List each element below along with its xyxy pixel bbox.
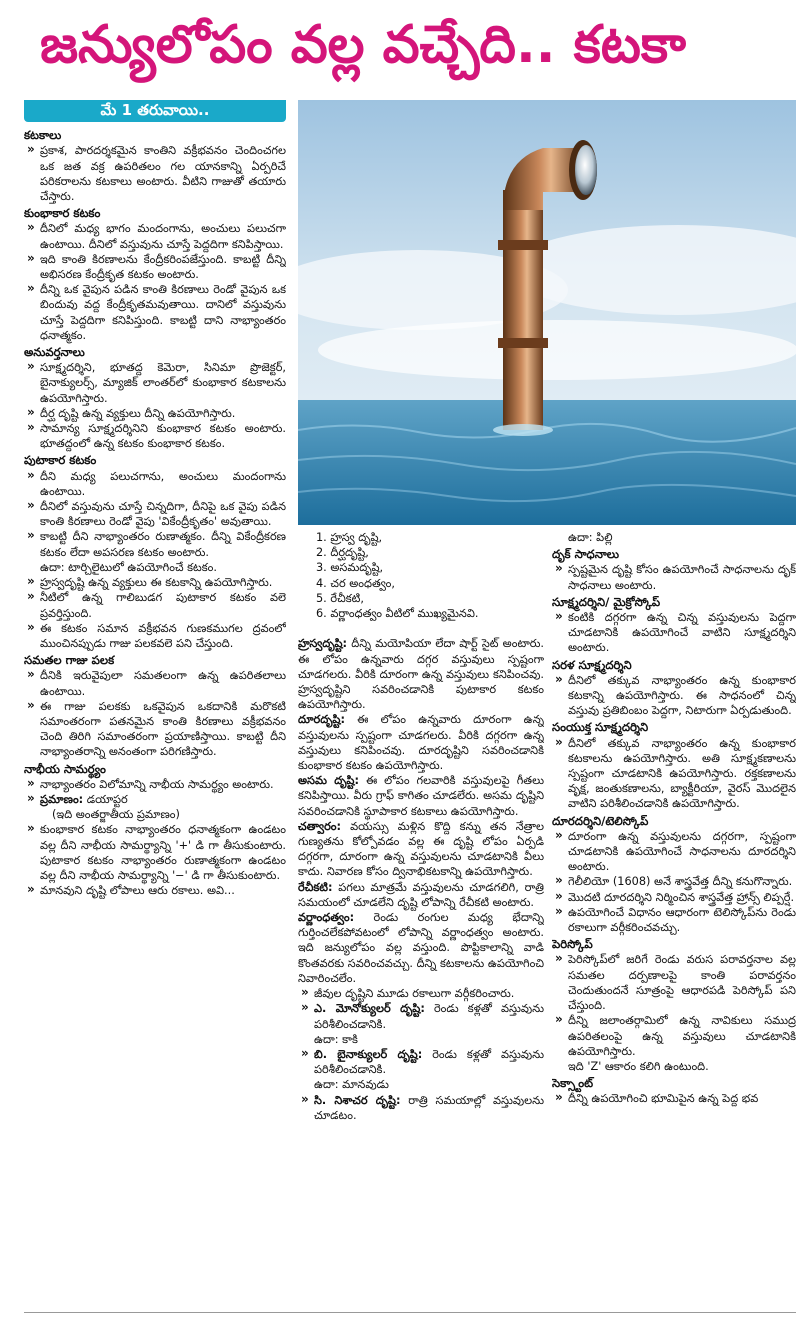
text: నీటిలో ఉన్న గాలిబుడగ పుటాకార కటకం వలె ప్రవర్తిస్తుంది. — [40, 591, 286, 620]
column-2 — [298, 530, 544, 1312]
term-label: బి. బైనాక్యులర్ దృష్టి: — [314, 1047, 423, 1061]
text: నాభీయ సామర్థ్యం — [24, 761, 106, 776]
section-heading — [24, 345, 286, 360]
text: సూక్ష్మదర్శిని, భూతద్ద కెమెరా, సినిమా ప్రొజెక్టర్, బైనాక్యులర్స్, మ్యాజిక్ లాంతర్‌లో కుంభాకార కటకాలను ఉపయోగిస్తారు. — [40, 361, 286, 405]
text: దీని మధ్య పలుచగాను, అంచులు మందంగాను ఉంటాయి. — [40, 469, 286, 498]
text: దీనికి ఇరువైపులా సమతలంగా ఉన్న ఉపరితలాలు ఉంటాయి. — [40, 669, 286, 698]
list-row — [298, 606, 544, 636]
list-item: 4. చర అంధత్వం, — [316, 576, 395, 590]
footer-rule — [24, 1312, 796, 1313]
definition-paragraph — [298, 636, 544, 712]
term-label: అసమ దృష్టి: — [298, 774, 359, 788]
section-heading — [552, 937, 796, 952]
section-heading — [552, 1076, 796, 1091]
section-heading — [552, 595, 796, 610]
periscope-photo — [298, 100, 796, 525]
bullet-item — [552, 562, 796, 592]
text: పగలు మాత్రమే వస్తువులను చూడగలిగి, రాత్రి సమయంలో చూడలేని దృష్టి లోపాన్ని రేచీకటి అంటారు. — [298, 880, 544, 909]
term-label: ఉదా: — [314, 1032, 339, 1046]
text: దీన్ని ఉపయోగించి భూమిపైన ఉన్న పెద్ద భవ — [568, 1092, 759, 1106]
text: నాభ్యాంతరం విలోమాన్ని నాభీయ సామర్థ్యం అంటారు. — [40, 777, 274, 791]
text: రెండు కళ్లతో వస్తువును పరిశీలించడానికి. — [314, 1002, 544, 1031]
bullet-item — [552, 890, 796, 905]
text: సెక్స్టాంట్ — [552, 1076, 594, 1091]
list-row — [298, 591, 544, 606]
bullet-item — [298, 1001, 544, 1031]
column-1-body — [24, 128, 286, 898]
list-item: 5. రేచీకటి, — [316, 591, 364, 605]
section-heading — [24, 653, 286, 668]
indented-line — [24, 807, 286, 822]
text: దీర్ఘ దృష్టి ఉన్న వ్యక్తులు దీన్ని ఉపయోగిస్తారు. — [40, 406, 236, 420]
bullet-item — [298, 986, 544, 1001]
text: దీన్ని మయోపియా లేదా షార్ట్ సైట్ అంటారు. ఈ లోపం ఉన్నవారు దగ్గర వస్తువులు స్పష్టంగా చూడగలరు. వీరికి దూరంగా ఉన్న వస్తువులు కనిపించవు. హ్రస్వదృష్టిని సవరించడానికి పుటాకార కటకం ఉపయోగిస్తారు. — [298, 637, 544, 712]
bullet-item — [24, 575, 286, 590]
list-item: 1. హ్రస్వ దృష్టి, — [316, 531, 383, 544]
text: జీవుల దృష్టిని మూడు రకాలుగా వర్గీకరించారు. — [314, 987, 515, 1001]
term-label: హ్రస్వదృష్టి: — [298, 637, 348, 651]
term-label: చత్వారం: — [298, 819, 342, 833]
text: దృక్ సాధనాలు — [552, 547, 620, 562]
indented-line — [24, 560, 286, 575]
text: కటకాలు — [24, 128, 62, 143]
list-item: 3. అసమదృష్టి, — [316, 561, 384, 575]
bullet-item — [24, 469, 286, 499]
text: దీన్ని ఒక వైపున పడిన కాంతి కిరణాలు రెండో వైపున ఒక బిందువు వద్ద కేంద్రీకృతమవుతాయి. దానిలో వస్తువును చూస్తే పెద్దదిగా కనిపిస్తుంది. కాబట్టి దాని నాభ్యాంతరం ధనాత్మకం. — [40, 283, 286, 342]
term-label: దూరదృష్టి: — [298, 713, 345, 727]
bullet-item — [24, 621, 286, 651]
text: ఉపయోగించే విధానం ఆధారంగా టెలిస్కోప్‌ను రెండు రకాలుగా వర్గీకరించవచ్చు. — [568, 905, 796, 935]
text: టార్చిలైటులో ఉపయోగించే కటకం. — [64, 560, 217, 574]
section-heading — [24, 128, 286, 143]
definition-paragraph — [298, 910, 544, 986]
indented-line — [298, 1032, 544, 1047]
text: అనువర్తనాలు — [24, 345, 85, 360]
text: కుంభాకార కటకం — [24, 206, 101, 221]
text: కాబట్టి దీని నాభ్యాంతరం రుణాత్మకం. దీన్ని వికేంద్రీకరణ కటకం లేదా అపసరణ కటకం అంటారు. — [40, 530, 286, 559]
continuation-banner: మే 1 తరువాయి.. — [24, 100, 286, 122]
text: పెరిస్కోప్ — [552, 937, 593, 952]
list-row — [298, 560, 544, 590]
text: పెరిస్కోప్‌లో జరిగే రెండు వరుస పరావర్తనాల వల్ల సమతల దర్పణాలపై కాంతి పరావర్తనం చెందుతుందనే సూత్రంపై ఆధారపడి పెరిస్కోప్ పని చేస్తుంది. — [568, 953, 796, 1013]
term-label: ఎ. మోనోక్యులర్ దృష్టి: — [314, 1002, 425, 1016]
term-label: రేచీకటి: — [298, 880, 333, 894]
text: ప్రకాశ, పారదర్శకమైన కాంతిని వక్రీభవనం చెందించగల ఒక జత వక్ర ఉపరితలం గల యానకాన్ని ఏర్పరిచే పరికరాలను కటకాలు అంటారు. వీటిని గాజుతో తయారు చేస్తారు. — [40, 144, 286, 204]
bullet-item — [24, 590, 286, 620]
section-heading — [24, 206, 286, 221]
column-3-body — [552, 530, 796, 1107]
section-heading — [552, 547, 796, 562]
text: రాత్రి సమయాల్లో వస్తువులను చూడటం. — [314, 1093, 544, 1122]
term-label: ఉదా: — [40, 560, 65, 574]
section-heading — [552, 658, 796, 673]
term-label: వర్ణాంధత్వం: — [298, 911, 355, 925]
bullet-item — [298, 1047, 544, 1077]
text: దీనిలో వస్తువును చూస్తే చిన్నదిగా, దీనిపై ఒక వైపు పడిన కాంతి కిరణాలు రెండో వైపు 'వికేంద్రీకృతం' అవుతాయి. — [40, 500, 286, 529]
text: ఈ కటకం సమాన వక్రీభవన గుణకముగల ద్రవంలో ముంచినప్పుడు గాజు పలకవలె పని చేస్తుంది. — [40, 621, 286, 650]
section-heading — [24, 453, 286, 468]
bullet-item — [552, 952, 796, 1013]
text: ఇది కాంతి కిరణాలను కేంద్రీకరింపజేస్తుంది. కాబట్టి దీన్ని అభిసరణ కేంద్రీకృత కటకం అంటారు. — [40, 252, 286, 282]
bullet-item — [24, 221, 286, 251]
bullet-item — [24, 699, 286, 760]
bullet-item — [552, 736, 796, 812]
text: (ఇది అంతర్జాతీయ ప్రమాణం) — [52, 808, 180, 822]
bullet-item — [24, 529, 286, 559]
definition-paragraph — [298, 773, 544, 819]
bullet-item — [552, 829, 796, 875]
text: వయస్సు మళ్లిన కొద్ది కన్ను తన నేత్రాల గుణ్యతను కోల్పోవడం వల్ల ఈ దృష్టి లోపం ఏర్పడి దగ్గరగా, దూరంగా ఉన్న వస్తువులను చూడటానికి వీలు కాదు. నివారణ కోసం ద్వినాభికటకాన్ని ఉపయోగిస్తారు. — [298, 819, 544, 879]
indented-line — [552, 530, 796, 545]
bullet-item — [552, 1013, 796, 1059]
bullet-item — [24, 252, 286, 282]
text: దీన్ని జలాంతర్గామిలో ఉన్న నావికులు సముద్ర ఉపరితలంపై ఉన్న వస్తువులు చూడటానికి ఉపయోగిస్తారు. — [568, 1014, 796, 1058]
bullet-item — [552, 874, 796, 889]
text: పుటాకార కటకం — [24, 453, 97, 468]
periscope-illustration — [298, 100, 796, 525]
definition-paragraph — [298, 819, 544, 880]
indented-line — [552, 1059, 796, 1074]
text: హ్రస్వదృష్టి ఉన్న వ్యక్తులు ఈ కటకాన్ని ఉపయోగిస్తారు. — [40, 576, 273, 590]
text: దూరదర్శిని/టెలిస్కోప్ — [552, 813, 649, 828]
definition-paragraph — [298, 712, 544, 773]
text: స్పష్టమైన దృష్టి కోసం ఉపయోగించే సాధనాలను దృక్ సాధనాలు అంటారు. — [568, 563, 796, 592]
section-heading — [552, 814, 796, 829]
text: దీనిలో మధ్య భాగం మందంగాను, అంచులు పలుచగా ఉంటాయి. దీనిలో వస్తువును చూస్తే పెద్దదిగా కనిపిస్తాయి. — [40, 222, 286, 251]
text: దూరంగా ఉన్న వస్తువులను దగ్గరగా, స్పష్టంగా చూడటానికి ఉపయోగించే సాధనాలను దూరదర్శిని అంటారు. — [568, 829, 796, 874]
text: కంటికి దగ్గరగా ఉన్న చిన్న వస్తువులను పెద్దగా చూడటానికి ఉపయోగించే వాటిని సూక్ష్మదర్శిని అంటారు. — [568, 611, 796, 655]
bullet-item — [552, 1091, 796, 1106]
bullet-item — [552, 905, 796, 935]
bullet-item — [24, 406, 286, 421]
text: సమతల గాజు పలక — [24, 653, 115, 668]
text: కుంభాకార కటకం నాభ్యాంతరం ధనాత్మకంగా ఉండటం వల్ల దీని నాభీయ సామర్థ్యాన్ని '+' డి గా తీసుకుంటారు. పుటాకార కటకం నాభ్యాంతరం రుణాత్మకంగా ఉండటం వల్ల దీని నాభీయ సామర్థ్యాన్ని '−' డి గా తీసుకుంటారు. — [40, 823, 286, 882]
bullet-item — [24, 668, 286, 698]
list-item: 2. దీర్ఘదృష్టి, — [316, 546, 369, 560]
vision-defects-list — [298, 530, 544, 636]
bullet-item — [24, 499, 286, 529]
text: సామాన్య సూక్ష్మదర్శినిని కుంభాకార కటకం అంటారు. భూతద్దంలో ఉన్న కటకం కుంభాకార కటకం. — [40, 422, 286, 451]
text: రెండు రంగుల మధ్య భేదాన్ని గుర్తించలేకపోవటంలో లోపాన్ని వర్ణాంధత్వం అంటారు. ఇది జన్యులోపం వల్ల వస్తుంది. పొప్టికాలాన్ని వాడి కొంతవరకు సవరించవచ్చు. దీన్ని కటకాలను ఉపయోగించి నివారించలేం. — [298, 911, 544, 985]
bullet-item — [24, 822, 286, 883]
section-heading — [24, 762, 286, 777]
bullet-item — [24, 883, 286, 898]
bullet-item — [552, 610, 796, 656]
bullet-item — [552, 673, 796, 719]
bullet-item — [298, 1093, 544, 1123]
list-row — [298, 530, 544, 560]
text: దీనిలో తక్కువ నాభ్యాంతరం ఉన్న కుంభాకార కటకాన్ని ఉపయోగిస్తారు. ఈ సాధనంలో చిన్న వస్తువు ప్రతిబింబం పెద్దగా, నిటారుగా ఏర్పడుతుంది. — [568, 673, 796, 718]
bullet-item — [24, 421, 286, 451]
text: దీనిలో తక్కువ నాభ్యాంతరం ఉన్న కుంభాకార కటకాలను ఉపయోగిస్తారు. అతి సూక్ష్మకణాలను స్పష్టంగా చూడటానికి ఉపయోగిస్తారు. రక్తకణాలను వృక్ష, జంతుకణాలను, బ్యాక్టీరియా, వైరస్ మొదలైన వాటిని పరిశీలించడానికి ఉపయోగిస్తారు. — [568, 736, 796, 811]
text: ఈ గాజు పలకకు ఒకవైపున ఒకదానికి మరొకటి సమాంతరంగా పతనమైన కాంతి కిరణాలు వక్రీభవనం చెంది తిరిగి సమాంతరంగా ప్రయాణిస్తాయి. కాబట్టి దీని నాభ్యాంతరాన్ని అనంతంగా పరిగణిస్తారు. — [40, 699, 286, 759]
text: సంయుక్త సూక్ష్మదర్శిని — [552, 720, 649, 735]
bullet-item — [24, 360, 286, 406]
text: మానవుడు — [338, 1078, 389, 1092]
bullet-item — [24, 143, 286, 204]
term-label: ఉదా: — [568, 531, 593, 544]
text: పిల్లి — [592, 531, 613, 544]
page-headline: జన్యులోపం వల్ల వచ్చేది.. కటకా — [40, 15, 687, 75]
text: మానవుని దృష్టి లోపాలు ఆరు రకాలు. అవి... — [40, 884, 235, 898]
list-item: 6. వర్ణాంధత్వం వీటిలో ముఖ్యమైనవి. — [316, 607, 479, 621]
text: కాకి — [338, 1032, 358, 1046]
text: సరళ సూక్ష్మదర్శిని — [552, 657, 632, 672]
column-3 — [552, 530, 796, 1312]
column-2-body — [298, 636, 544, 1123]
term-label: ఉదా: — [314, 1078, 339, 1092]
bullet-item — [24, 282, 286, 343]
text: రెండు కళ్లతో వస్తువును పరిశీలించడానికి. — [314, 1047, 544, 1077]
bullet-item — [24, 792, 286, 807]
text: సూక్ష్మదర్శిని/ మైక్రోస్కోప్ — [552, 594, 661, 609]
text: మొదటి దూరదర్శిని నిర్మించిన శాస్త్రవేత్త హ్రాన్స్ లిప్పర్షే. — [568, 890, 795, 904]
term-label: ప్రమాణం: — [40, 792, 84, 806]
definition-paragraph — [298, 880, 544, 910]
text: ఇది 'Z' ఆకారం కలిగి ఉంటుంది. — [568, 1059, 709, 1073]
text: ఈ లోపం గలవారికి వస్తువులపై గీతలు కనిపిస్తాయి. వీరు గ్రాఫ్ కాగితం చూడలేరు. అసమ దృష్టిని సవరించడానికి స్థూపాకార కటకాలు ఉపయోగిస్తారు. — [298, 774, 544, 818]
text: డయాప్టర — [83, 792, 128, 806]
term-label: సి. నిశాచర దృష్టి: — [314, 1093, 401, 1107]
indented-line — [298, 1077, 544, 1092]
section-heading — [552, 720, 796, 735]
column-1 — [24, 100, 286, 1312]
text: గెలీలియో (1608) అనే శాస్త్రవేత్త దీన్ని కనుగొన్నారు. — [568, 875, 793, 889]
bullet-item — [24, 777, 286, 792]
text: ఈ లోపం ఉన్నవారు దూరంగా ఉన్న వస్తువులను స్పష్టంగా చూడగలరు. వీరికి దగ్గరగా ఉన్న వస్తువులు కనిపించవు. దూరదృష్టిని సవరించడానికి కుంభాకార కటకం ఉపయోగిస్తారు. — [298, 713, 544, 773]
